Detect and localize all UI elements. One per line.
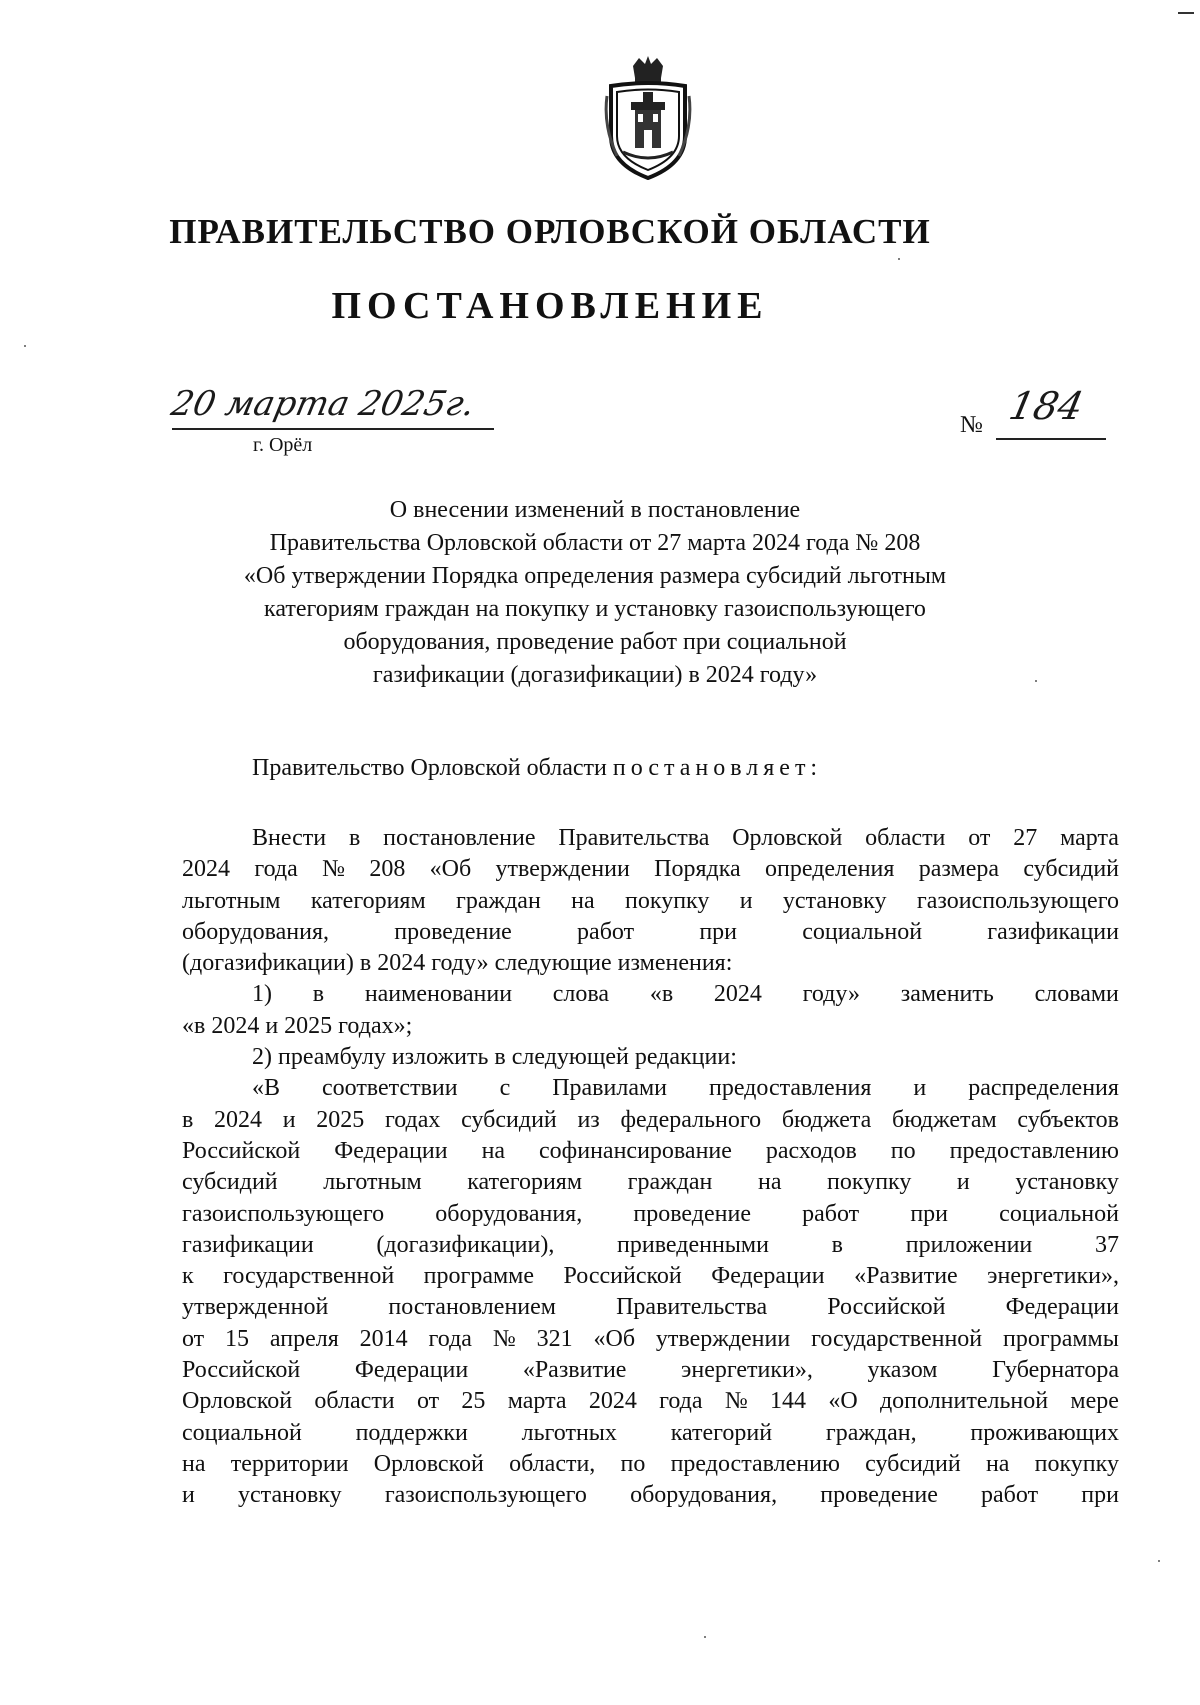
- body-word: Правительства: [558, 825, 710, 851]
- body-word: с: [499, 1075, 511, 1102]
- body-word: марта: [507, 1388, 567, 1415]
- number-underline: [996, 438, 1106, 440]
- body-word: поддержки: [355, 1419, 468, 1446]
- body-word: предоставлению: [670, 1450, 840, 1477]
- handwritten-number: 184: [1005, 384, 1088, 428]
- body-word: бюджета: [781, 1106, 872, 1133]
- body-word: при: [910, 1200, 949, 1227]
- body-word: «В: [252, 1075, 281, 1102]
- body-word: размера: [918, 856, 1000, 883]
- body-word: оборудования,: [630, 1482, 778, 1509]
- body-word: утверждении: [655, 1325, 791, 1352]
- body-word: на: [985, 1450, 1010, 1477]
- body-word: газификации: [987, 918, 1119, 945]
- body-word: 2025: [316, 1106, 365, 1133]
- body-word: «Развитие: [522, 1357, 627, 1384]
- date-underline: [172, 428, 494, 430]
- body-word: граждан: [627, 1169, 713, 1196]
- body-word: и: [182, 1482, 195, 1509]
- body-word: энергетики»,: [681, 1357, 813, 1384]
- body-word: от: [182, 1325, 205, 1352]
- body-word: предоставления: [708, 1075, 872, 1102]
- subject-line: Правительства Орловской области от 27 марта 2024 года № 208: [269, 530, 921, 556]
- body-word: при: [699, 918, 738, 945]
- body-word: области,: [509, 1450, 596, 1477]
- body-word: от: [968, 825, 991, 851]
- body-word: года: [254, 856, 298, 883]
- body-word: на: [481, 1137, 506, 1164]
- body-word: 2024: [588, 1388, 637, 1415]
- body-word: льготным: [323, 1169, 422, 1196]
- document-type-title: ПОСТАНОВЛЕНИЕ: [331, 285, 769, 327]
- resolves-verb: постановляет:: [612, 755, 823, 781]
- body-word: субсидий: [461, 1106, 557, 1133]
- body-word: государственной: [223, 1263, 395, 1290]
- body-word: №: [322, 856, 345, 883]
- body-word: распределения: [968, 1075, 1119, 1102]
- body-word: к: [182, 1263, 194, 1290]
- body-word: социальной: [999, 1200, 1119, 1227]
- body-word: работ: [981, 1482, 1039, 1509]
- body-word: в: [348, 825, 361, 851]
- body-word: программы: [1003, 1325, 1119, 1352]
- body-word: 1): [252, 981, 272, 1008]
- body-line: [182, 1199, 1119, 1230]
- body-word: Орловской: [373, 1450, 484, 1477]
- body-word: «в 2024 и 2025 годах»;: [182, 1012, 413, 1039]
- body-line: [182, 1449, 1119, 1480]
- body-word: 2024: [182, 856, 230, 883]
- body-word: дополнительной: [879, 1388, 1049, 1415]
- body-line: [182, 1105, 1119, 1136]
- body-line: [182, 823, 1119, 854]
- subject-line: «Об утверждении Порядка определения размера субсидий льготным: [243, 563, 947, 589]
- body-word: Федерации: [1005, 1294, 1119, 1321]
- body-word: энергетики»,: [987, 1263, 1119, 1290]
- subject-line: О внесении изменений в постановление: [389, 497, 801, 523]
- body-word: льготным: [182, 887, 281, 914]
- body-word: №: [724, 1388, 748, 1415]
- body-word: расходов: [765, 1137, 857, 1164]
- body-line: [182, 1011, 1119, 1042]
- body-word: Внести: [252, 825, 327, 851]
- scan-speck: [1158, 1560, 1160, 1562]
- body-word: Федерации: [334, 1137, 448, 1164]
- body-word: программе: [423, 1263, 535, 1290]
- body-word: 25: [461, 1388, 486, 1415]
- body-word: по: [620, 1450, 646, 1477]
- body-word: государственной: [811, 1325, 983, 1352]
- body-word: «О: [828, 1388, 858, 1415]
- body-word: работ: [577, 918, 635, 945]
- body-word: года: [659, 1388, 703, 1415]
- body-word: оборудования,: [182, 918, 329, 945]
- body-word: определения: [765, 856, 895, 883]
- organization-title: ПРАВИТЕЛЬСТВО ОРЛОВСКОЙ ОБЛАСТИ: [169, 212, 931, 251]
- body-word: покупку: [1034, 1450, 1119, 1477]
- body-word: области: [865, 825, 946, 851]
- body-word: Правительства: [616, 1294, 768, 1321]
- handwritten-date: [167, 384, 512, 444]
- body-word: Российской: [182, 1357, 301, 1384]
- body-word: Правилами: [552, 1075, 668, 1102]
- body-word: 37: [1094, 1231, 1119, 1258]
- body-word: на: [571, 887, 595, 914]
- body-line: [182, 1292, 1119, 1323]
- body-line: [182, 1480, 1119, 1511]
- body-word: марта: [1060, 825, 1119, 851]
- body-word: проведение: [394, 918, 512, 945]
- body-word: приведенными: [617, 1231, 769, 1258]
- body-word: «Об: [429, 856, 472, 883]
- body-word: и: [913, 1075, 927, 1102]
- body-word: социальной: [802, 918, 923, 945]
- body-word: установку: [1015, 1169, 1119, 1196]
- resolves-prefix: Правительство Орловской области: [252, 755, 607, 781]
- body-word: (догазификации) в 2024 году» следующие изменения:: [182, 950, 733, 977]
- body-word: бюджетам: [892, 1106, 997, 1133]
- body-word: на: [757, 1169, 782, 1196]
- scan-speck: [898, 258, 900, 260]
- body-word: покупку: [625, 887, 710, 914]
- body-word: соответствии: [321, 1075, 458, 1102]
- document-body: [182, 823, 1119, 1512]
- body-word: из: [577, 1106, 600, 1133]
- body-word: слова: [552, 981, 610, 1008]
- body-word: в: [312, 981, 325, 1008]
- body-line: [182, 1230, 1119, 1261]
- body-word: по: [890, 1137, 916, 1164]
- body-word: №: [492, 1325, 516, 1352]
- body-word: на: [182, 1450, 206, 1477]
- body-word: категориям: [467, 1169, 583, 1196]
- body-line: [182, 1261, 1119, 1292]
- body-word: категорий: [670, 1419, 773, 1446]
- body-word: субъектов: [1017, 1106, 1119, 1133]
- body-word: граждан: [456, 887, 541, 914]
- resolves-clause: [252, 755, 822, 782]
- body-word: заменить: [900, 981, 994, 1008]
- body-word: Российской: [563, 1263, 682, 1290]
- body-word: Федерации: [711, 1263, 825, 1290]
- body-line: [182, 979, 1119, 1010]
- body-line: [182, 1073, 1119, 1104]
- body-word: федерального: [620, 1106, 762, 1133]
- body-word: в: [831, 1231, 844, 1258]
- body-word: в: [182, 1106, 194, 1133]
- body-line: [182, 917, 1119, 948]
- body-word: постановление: [383, 825, 536, 851]
- body-word: 144: [770, 1388, 807, 1415]
- body-word: словами: [1034, 981, 1119, 1008]
- body-word: покупку: [827, 1169, 912, 1196]
- subject-line: оборудования, проведение работ при социальной: [343, 629, 847, 655]
- body-word: предоставлению: [949, 1137, 1119, 1164]
- body-word: льготных: [521, 1419, 617, 1446]
- body-word: (догазификации),: [376, 1231, 555, 1258]
- body-word: и: [739, 887, 753, 914]
- body-word: 27: [1013, 825, 1038, 851]
- scan-speck: [1178, 12, 1194, 14]
- body-word: и: [956, 1169, 970, 1196]
- document-subject: [180, 494, 1010, 692]
- body-line: [182, 1042, 1119, 1073]
- body-word: оборудования,: [435, 1200, 583, 1227]
- body-word: 2014: [359, 1325, 408, 1352]
- city-label: г. Орёл: [253, 434, 313, 456]
- body-word: года: [428, 1325, 472, 1352]
- scan-speck: [704, 1636, 706, 1638]
- body-word: приложении: [905, 1231, 1033, 1258]
- body-word: газоиспользующего: [384, 1482, 587, 1509]
- body-line: [182, 1355, 1119, 1386]
- body-line: [182, 1324, 1119, 1355]
- body-word: газоиспользующего: [182, 1200, 385, 1227]
- body-word: от: [416, 1388, 440, 1415]
- body-word: проведение: [820, 1482, 938, 1509]
- scan-speck: [24, 345, 26, 347]
- body-word: граждан,: [825, 1419, 917, 1446]
- body-word: территории: [230, 1450, 349, 1477]
- body-word: газоиспользующего: [916, 887, 1119, 914]
- body-word: проведение: [633, 1200, 751, 1227]
- body-word: указом: [867, 1357, 938, 1384]
- body-word: 208: [369, 856, 406, 883]
- body-word: постановлением: [388, 1294, 556, 1321]
- body-word: Орловской: [732, 825, 843, 851]
- body-word: и: [282, 1106, 296, 1133]
- subject-line: категориям граждан на покупку и установку газоиспользующего: [264, 596, 926, 622]
- body-word: 2024: [713, 981, 762, 1008]
- body-word: области: [314, 1388, 395, 1415]
- body-line: [182, 1167, 1119, 1198]
- body-word: году»: [802, 981, 860, 1008]
- body-word: 2) преамбулу изложить в следующей редакции:: [252, 1044, 737, 1071]
- body-word: Орловской: [182, 1388, 293, 1415]
- body-line: [182, 886, 1119, 917]
- body-line: [182, 1136, 1119, 1167]
- body-word: субсидий: [1023, 856, 1119, 883]
- body-word: наименовании: [364, 981, 513, 1008]
- body-word: софинансирование: [539, 1137, 732, 1164]
- body-word: утверждении: [495, 856, 630, 883]
- body-word: Российской: [182, 1137, 301, 1164]
- body-line: [182, 854, 1119, 885]
- body-word: проживающих: [970, 1419, 1119, 1446]
- body-line: [182, 1418, 1119, 1449]
- body-word: субсидий: [865, 1450, 961, 1477]
- body-word: Порядка: [654, 856, 741, 883]
- body-word: годах: [385, 1106, 441, 1133]
- coat-of-arms-emblem: [603, 56, 693, 180]
- body-word: социальной: [182, 1419, 302, 1446]
- body-word: 2024: [214, 1106, 263, 1133]
- body-word: субсидий: [182, 1169, 278, 1196]
- body-line: [182, 948, 1119, 979]
- body-word: при: [1081, 1482, 1119, 1509]
- body-word: категориям: [310, 887, 426, 914]
- body-word: Губернатора: [992, 1357, 1119, 1384]
- body-word: утвержденной: [182, 1294, 329, 1321]
- body-word: установку: [782, 887, 887, 914]
- body-word: Федерации: [354, 1357, 469, 1384]
- handwritten-date-text: 20 марта 2025г.: [167, 384, 479, 424]
- body-word: 321: [536, 1325, 573, 1352]
- scan-speck: [1035, 680, 1037, 682]
- body-word: «Развитие: [854, 1263, 958, 1290]
- body-word: «в: [649, 981, 674, 1008]
- number-label: №: [960, 412, 983, 438]
- body-word: работ: [802, 1200, 860, 1227]
- body-word: апреля: [269, 1325, 339, 1352]
- subject-line: газификации (догазификации) в 2024 году»: [372, 662, 818, 688]
- body-word: «Об: [593, 1325, 636, 1352]
- body-word: мере: [1070, 1388, 1119, 1415]
- body-line: [182, 1386, 1119, 1417]
- body-word: 15: [225, 1325, 250, 1352]
- body-word: Российской: [827, 1294, 946, 1321]
- body-word: газификации: [182, 1231, 314, 1258]
- body-word: установку: [238, 1482, 342, 1509]
